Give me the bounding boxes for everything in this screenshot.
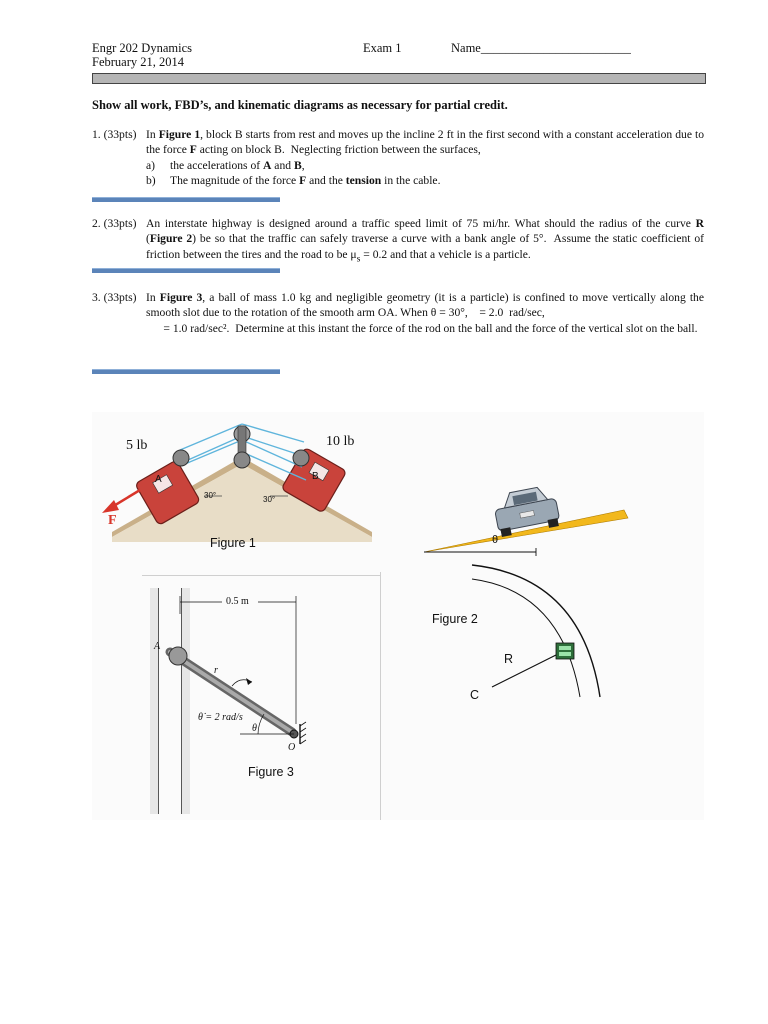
force-arrowhead (102, 500, 119, 513)
angle-right-label: 30° (263, 495, 276, 504)
point-o-label: O (288, 742, 296, 753)
problem-text: In Figure 3, a ball of mass 1.0 kg and negligible geometry (it is a particle) is confined to move vertically along the smooth slot due to the rotation of the smooth arm OA. When θ = 30°, = 2.0 rad/sec, = 1.0 rad/sec². Determine at this instant the force of the rod on the ball and the force of the vertical slot on the ball. (146, 291, 705, 335)
course-title: Engr 202 Dynamics (92, 41, 192, 55)
figures-panel (92, 412, 704, 820)
radius-line (492, 655, 556, 687)
weight-a-label: 5 lb (126, 438, 148, 453)
figure-divider-vertical (380, 572, 381, 820)
pulley-left (173, 450, 189, 466)
problem-item-a: a) the accelerations of A and B, (146, 158, 305, 172)
figure-2-curve (392, 557, 602, 707)
figure-divider-horizontal (142, 575, 380, 576)
radius-label: R (504, 652, 514, 666)
problem-1 (92, 127, 704, 188)
problem-text: In Figure 1, block B starts from rest and moves up the incline 2 ft in the first second with a constant acceleration due to the force F acting on block B. Neglecting friction between the surfaces, (146, 128, 705, 157)
pulley-apex (234, 452, 250, 468)
problem-text: An interstate highway is designed around a traffic speed limit of 75 mi/hr. What should the radius of the curve R (Figure 2) be so that the traffic can safely traverse a curve with a bank angle of 5°. Assume the static coefficient of friction between the tires and the road to be $\mu_s = 0.2$ and that a vehicle is a particle. (146, 217, 704, 264)
figure-1-caption: Figure 1 (210, 536, 256, 550)
name-field-label: Name________________________ (451, 41, 631, 55)
figure-2-caption: Figure 2 (432, 612, 478, 626)
problem-2 (92, 216, 704, 266)
problem-number: 3. (33pts) (92, 291, 137, 304)
problem-number: 1. (33pts) (92, 128, 137, 141)
figure-3-caption: Figure 3 (248, 765, 294, 779)
weight-b-label: 10 lb (326, 434, 355, 449)
exam-date: February 21, 2014 (92, 55, 184, 69)
force-label: F (108, 513, 117, 528)
block-a-label: A (155, 474, 162, 485)
exam-title: Exam 1 (363, 41, 402, 55)
problem-3 (92, 290, 704, 336)
theta-label: θ (252, 723, 257, 734)
figure-2 (424, 472, 634, 562)
figure-3 (140, 584, 350, 814)
instructions: Show all work, FBD’s, and kinematic diagrams as necessary for partial credit. (92, 98, 508, 112)
point-a-label: A (154, 641, 161, 652)
header-divider (92, 73, 706, 84)
car-topview (556, 643, 574, 659)
pulley-right (293, 450, 309, 466)
separator-1 (92, 197, 280, 202)
r-label: r (214, 665, 218, 676)
angle-left-label: 30° (204, 491, 217, 500)
theta-dot-label: θ̇ = 2 rad/s (198, 712, 243, 723)
center-label: C (470, 688, 480, 702)
separator-3 (92, 369, 280, 374)
ball (169, 647, 187, 665)
curve-inner (472, 579, 580, 697)
bank-angle-label: θ (492, 534, 499, 546)
problem-item-b: b) The magnitude of the force F and the tension in the cable. (146, 173, 441, 187)
curve-outer (472, 565, 600, 697)
problem-number: 2. (33pts) (92, 217, 137, 230)
separator-2 (92, 268, 280, 273)
length-label: 0.5 m (226, 596, 249, 607)
block-b-label: B (312, 471, 319, 482)
